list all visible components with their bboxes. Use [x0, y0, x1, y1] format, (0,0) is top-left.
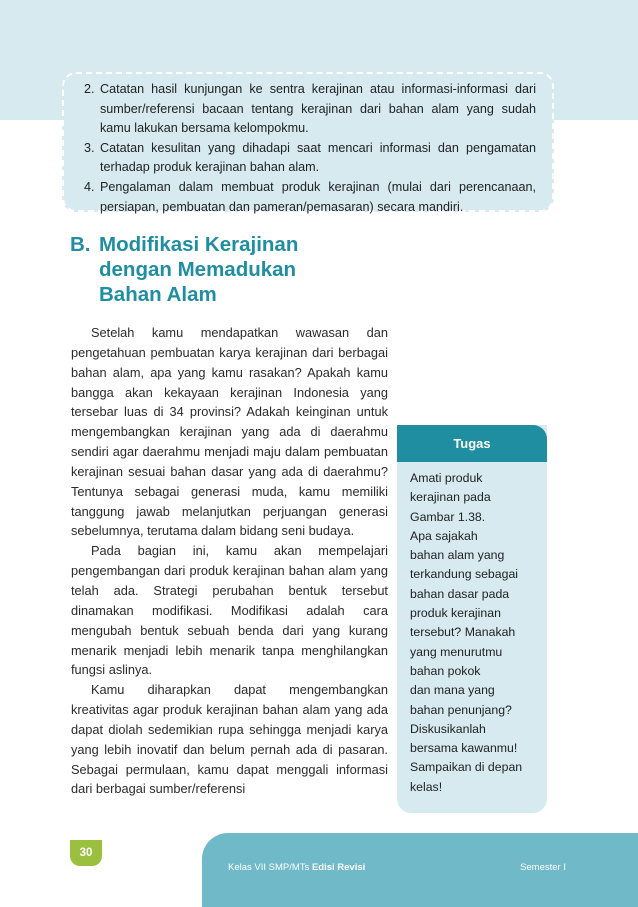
- checklist-box: [62, 72, 554, 212]
- tugas-line: Apa sajakah: [410, 528, 478, 543]
- tugas-line: bahan pokok: [410, 663, 481, 678]
- section-title-line: Bahan Alam: [99, 283, 217, 306]
- list-text: Pengalaman dalam membuat produk kerajinan (mulai dari perencanaan, persiapan, pembuatan dan pameran/pemasaran) secara mandiri.: [100, 179, 536, 214]
- tugas-line: bahan alam yang: [410, 548, 505, 563]
- list-number: 3.: [84, 140, 95, 155]
- footer-book-title: [228, 862, 365, 873]
- list-text: Catatan kesulitan yang dihadapi saat mencari informasi dan pengamatan terhadap produk kerajinan bahan alam.: [100, 140, 536, 175]
- tugas-line: kelas!: [410, 779, 443, 794]
- tugas-line: Amati produk: [410, 471, 483, 485]
- body-text: [71, 323, 388, 799]
- tugas-box: [397, 425, 547, 813]
- list-number: 4.: [84, 179, 95, 194]
- footer-semester: Semester I: [520, 862, 566, 873]
- book-prefix: Kelas VII SMP/MTs: [228, 862, 312, 873]
- section-letter: B.: [70, 233, 91, 256]
- book-edition: Edisi Revisi: [311, 862, 366, 873]
- page-number: 30: [70, 840, 102, 866]
- section-title-line: dengan Memadukan: [99, 258, 297, 281]
- list-text: Catatan hasil kunjungan ke sentra kerajinan atau informasi-informasi dari sumber/referensi bacaan tentang kerajinan dari bahan alam yang sudah kamu lakukan bersama kelompokmu.: [100, 82, 536, 136]
- tugas-line: yang menurutmu: [410, 644, 503, 659]
- paragraph: Setelah kamu mendapatkan wawasan dan pengetahuan pembuatan karya kerajinan dari berbagai bahan alam, apa yang kamu rasakan? Apakah kamu bangga akan kekayaan kerajinan Indonesia yang tersebar luas di 34 provinsi? Adakah keinginan untuk mengembangkan kerajinan yang ada di daerahmu sendiri agar daerahmu menjadi maju dalam pembuatan kerajinan sesuai bahan dasar yang ada di daerahmu? Tentunya sebagai generasi muda, kamu memiliki tanggung jawab melanjutkan perjuangan generasi sebelumnya, terutama dalam bidang seni budaya.: [71, 325, 388, 539]
- tugas-line: bahan dasar pada: [410, 586, 510, 601]
- list-item: [84, 80, 536, 139]
- tugas-line: Gambar 1.38.: [410, 509, 486, 524]
- tugas-body: [397, 462, 547, 797]
- tugas-line: bahan penunjang?: [410, 702, 512, 717]
- list-item: [84, 139, 536, 178]
- tugas-line: terkandung sebagai: [410, 567, 519, 582]
- list-number: 2.: [84, 82, 95, 96]
- section-title-line: Modifikasi Kerajinan: [99, 233, 299, 256]
- tugas-line: Diskusikanlah: [410, 721, 486, 736]
- tugas-line: bersama kawanmu!: [410, 741, 518, 756]
- tugas-line: produk kerajinan: [410, 606, 501, 621]
- tugas-line: kerajinan pada: [410, 490, 491, 505]
- section-title: [99, 232, 359, 307]
- tugas-line: tersebut? Manakah: [410, 625, 516, 640]
- paragraph: Kamu diharapkan dapat mengembangkan kreativitas agar produk kerajinan bahan alam yang ada dapat diolah sedemikian rupa sehingga menjadi karya yang lebih inovatif dan belum pernah ada di pasaran. Sebagai permulaan, kamu dapat menggali informasi dari berbagai sumber/referensi: [71, 682, 388, 797]
- tugas-title: Tugas: [397, 425, 547, 462]
- list-item: [84, 178, 536, 217]
- tugas-line: dan mana yang: [410, 683, 495, 698]
- paragraph: Pada bagian ini, kamu akan mempelajari pengembangan dari produk kerajinan bahan alam yang telah ada. Strategi perubahan bentuk tersebut dinamakan modifikasi. Modifikasi adalah cara mengubah bentuk sebuah benda dari yang kurang menarik menjadi lebih menarik tanpa menghilangkan fungsi aslinya.: [71, 543, 388, 678]
- tugas-line: Sampaikan di depan: [410, 760, 523, 775]
